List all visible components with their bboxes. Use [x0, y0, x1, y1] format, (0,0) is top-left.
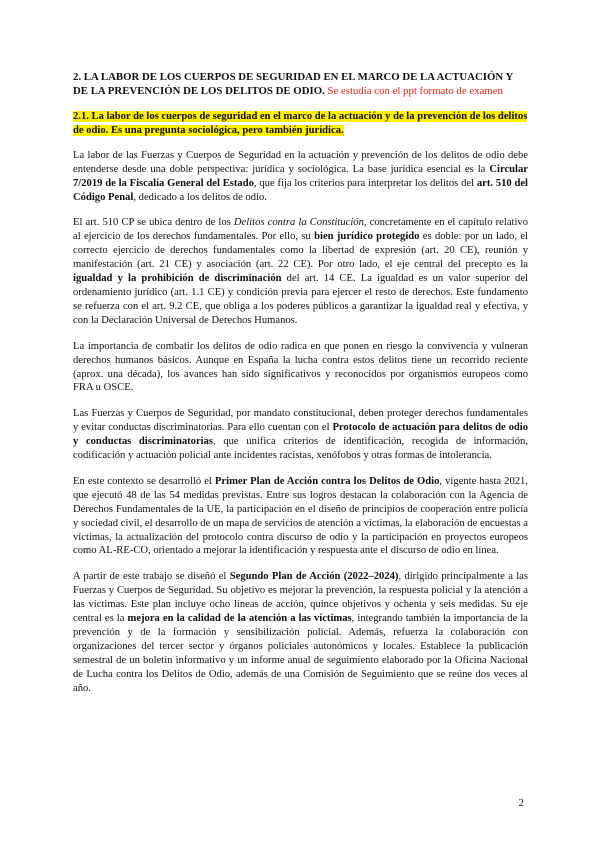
highlighted-subheading: 2.1. La labor de los cuerpos de seguridad en el marco de la actuación y de la prevención de los delitos de odio. Es una pregunta sociológica, pero también jurídica.: [73, 111, 528, 136]
paragraph-4: Las Fuerzas y Cuerpos de Seguridad, por mandato constitucional, deben proteger derechos fundamentales y evitar conductas discriminatorias. Para ello cuentan con el Protocolo de actuación para delitos de odio y conductas discriminatorias, que unifica criterios de identificación, recogida de información, codificación y actuación policial ante incidentes racistas, xenófobos y otras formas de intolerancia.: [73, 408, 529, 462]
section-title: 2. LA LABOR DE LOS CUERPOS DE SEGURIDAD EN EL MARCO DE LA ACTUACIÓN Y DE LA PREVENCIÓN DE LOS DELITOS DE ODIO.: [73, 71, 513, 97]
section-heading: [73, 70, 528, 98]
exam-note: Se estudia con el ppt formato de examen: [327, 85, 503, 97]
paragraph-2: El art. 510 CP se ubica dentro de los Delitos contra la Constitución, concretamente en el capítulo relativo al ejercicio de los derechos fundamentales. Por ello, su bien jurídico protegido es doble: por un lado, el correcto ejercicio de derechos fundamentales como la libertad de expresión (art. 20 CE), reunión y manifestación (art. 21 CE) y asociación (art. 22 CE). Por otro lado, el eje central del precepto es la igualdad y la prohibición de discriminación del art. 14 CE. La igualdad es un valor superior del ordenamiento jurídico (art. 1.1 CE) y condición previa para ejercer el resto de derechos. Este fundamento se refuerza con el art. 9.2 CE, que obliga a los poderes públicos a garantizar la igualdad real y efectiva, y con la Declaración Universal de Derechos Humanos.: [73, 217, 528, 326]
page-number: 2: [518, 797, 524, 809]
subsection-heading: [73, 110, 528, 138]
paragraph-6: A partir de este trabajo se diseñó el Segundo Plan de Acción (2022–2024), dirigido principalmente a las Fuerzas y Cuerpos de Seguridad. Su objetivo es mejorar la prevención, la respuesta policial y la atención a las víctimas. Este plan incluye ocho líneas de acción, quince objetivos y ochenta y seis medidas. Su eje central es la mejora en la calidad de la atención a las víctimas, integrando también la importancia de la prevención y de la formación y sensibilización policial. Además, refuerza la colaboración con organizaciones del tercer sector y órganos policiales autonómicos y locales. Establece la publicación semestral de un boletín informativo y un informe anual de seguimiento elaborado por la Oficina Nacional de Lucha contra los Delitos de Odio, además de una Comisión de Seguimiento que se reúne dos veces al año.: [73, 571, 529, 694]
paragraph-5: En este contexto se desarrolló el Primer Plan de Acción contra los Delitos de Odio, vigente hasta 2021, que ejecutó 48 de las 54 medidas previstas. Entre sus logros destacan la colaboración con la Agencia de Derechos Fundamentales de la UE, la participación en el diseño de principios de cooperación entre policía y sociedad civil, el desarrollo de un mapa de servicios de atención a víctimas, la elaboración de encuestas a víctimas, la actualización del protocolo contra discurso de odio y la participación en proyectos europeos como AL-RE-CO, orientado a mejorar la identificación y respuesta ante el discurso de odio en línea.: [73, 475, 529, 557]
paragraph-3: La importancia de combatir los delitos de odio radica en que ponen en riesgo la convivencia y vulneran derechos humanos básicos. Aunque en España la lucha contra estos delitos tiene un recorrido reciente (aprox. una década), los avances han sido significativos y reconocidos por organismos europeos como FRA u OSCE.: [73, 340, 528, 394]
document-page: [73, 70, 528, 708]
paragraph-1: La labor de las Fuerzas y Cuerpos de Seguridad en la actuación y prevención de los delitos de odio debe entenderse desde una doble perspectiva: jurídica y sociológica. La base jurídica esencial es la Circular 7/2019 de la Fiscalía General del Estado, que fija los criterios para interpretar los delitos del art. 510 del Código Penal, dedicado a los delitos de odio.: [73, 149, 529, 203]
